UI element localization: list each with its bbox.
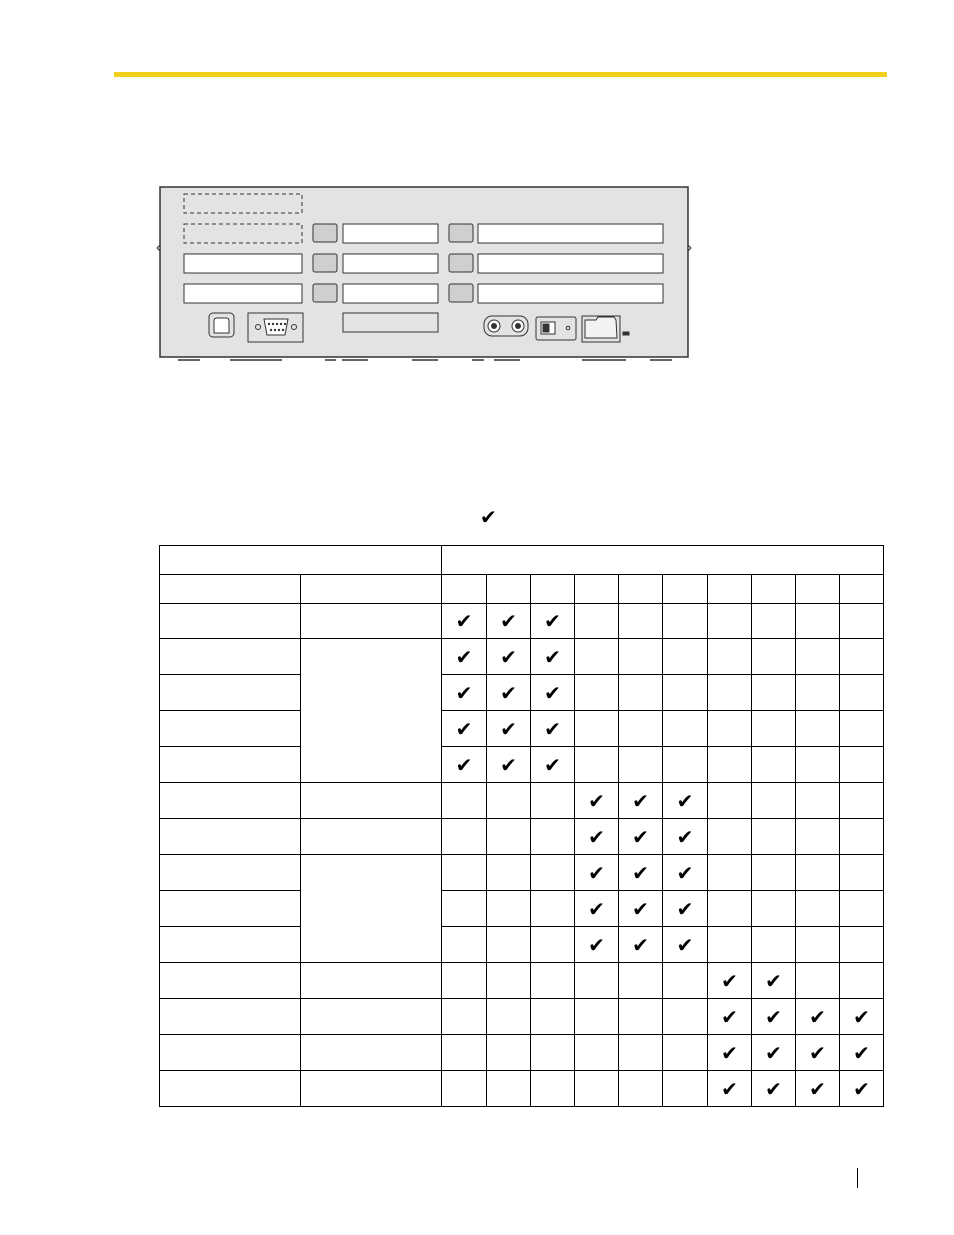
empty-cell [663, 711, 708, 747]
subheader-col [619, 575, 663, 604]
page-number-divider [857, 1168, 858, 1188]
empty-cell [575, 675, 619, 711]
empty-cell [708, 927, 752, 963]
empty-cell [752, 783, 796, 819]
check-cell: ✔ [487, 747, 531, 783]
row-label-cell [160, 1035, 301, 1071]
header-cell-left [160, 546, 442, 575]
check-cell: ✔ [708, 999, 752, 1035]
row-label-cell [160, 639, 301, 675]
table-row [160, 999, 884, 1035]
empty-cell [796, 747, 840, 783]
check-cell: ✔ [442, 711, 487, 747]
empty-cell [575, 639, 619, 675]
check-cell: ✔ [840, 1035, 884, 1071]
empty-cell [708, 604, 752, 639]
check-cell: ✔ [531, 604, 575, 639]
check-cell: ✔ [796, 1071, 840, 1107]
check-cell: ✔ [487, 639, 531, 675]
check-cell: ✔ [840, 1071, 884, 1107]
row-label-cell [160, 1071, 301, 1107]
row-label-cell [160, 604, 301, 639]
empty-cell [796, 855, 840, 891]
empty-cell [708, 783, 752, 819]
empty-cell [796, 604, 840, 639]
empty-cell [619, 747, 663, 783]
row-sublabel-cell [301, 1071, 442, 1107]
empty-cell [619, 999, 663, 1035]
empty-cell [752, 639, 796, 675]
empty-cell [752, 675, 796, 711]
empty-cell [840, 604, 884, 639]
check-cell: ✔ [619, 819, 663, 855]
slot-mid-1 [343, 224, 438, 243]
empty-cell [531, 999, 575, 1035]
table-row [160, 819, 884, 855]
empty-cell [619, 639, 663, 675]
empty-cell [531, 1071, 575, 1107]
empty-cell [708, 819, 752, 855]
table-row [160, 927, 884, 963]
empty-cell [531, 963, 575, 999]
empty-cell [487, 927, 531, 963]
empty-cell [575, 1035, 619, 1071]
empty-cell [796, 963, 840, 999]
empty-cell [619, 1071, 663, 1107]
empty-cell [442, 1071, 487, 1107]
check-cell: ✔ [531, 711, 575, 747]
check-cell: ✔ [619, 891, 663, 927]
slot-mid-2 [343, 254, 438, 273]
legend-check-mark: ✔ [480, 505, 497, 529]
check-cell: ✔ [708, 1035, 752, 1071]
table-row [160, 891, 884, 927]
table-row [160, 675, 884, 711]
cover-small-1 [313, 224, 337, 242]
slot-right-1 [478, 224, 663, 243]
slot-dashed-2 [184, 224, 302, 243]
empty-cell [575, 747, 619, 783]
check-cell: ✔ [619, 927, 663, 963]
empty-cell [663, 675, 708, 711]
check-cell: ✔ [531, 747, 575, 783]
row-sublabel-cell [301, 855, 442, 963]
empty-cell [796, 927, 840, 963]
check-cell: ✔ [442, 639, 487, 675]
empty-cell [575, 999, 619, 1035]
empty-cell [708, 747, 752, 783]
row-label-cell [160, 711, 301, 747]
empty-cell [840, 855, 884, 891]
empty-cell [752, 819, 796, 855]
empty-cell [487, 963, 531, 999]
cover-small-6 [449, 284, 473, 302]
row-sublabel-cell [301, 819, 442, 855]
empty-cell [442, 1035, 487, 1071]
cover-small-5 [449, 254, 473, 272]
power-switch-icon [536, 317, 576, 340]
check-cell: ✔ [752, 999, 796, 1035]
empty-cell [487, 891, 531, 927]
empty-cell [708, 711, 752, 747]
empty-cell [840, 639, 884, 675]
slot-right-3 [478, 284, 663, 303]
row-sublabel-cell [301, 639, 442, 783]
empty-cell [708, 639, 752, 675]
empty-cell [531, 1035, 575, 1071]
row-label-cell [160, 963, 301, 999]
empty-cell [663, 604, 708, 639]
empty-cell [575, 963, 619, 999]
row-label-cell [160, 891, 301, 927]
table-row [160, 963, 884, 999]
empty-cell [752, 604, 796, 639]
empty-cell [663, 963, 708, 999]
check-cell: ✔ [840, 999, 884, 1035]
empty-cell [840, 819, 884, 855]
empty-cell [663, 639, 708, 675]
empty-cell [531, 819, 575, 855]
row-sublabel-cell [301, 1035, 442, 1071]
empty-cell [442, 927, 487, 963]
empty-cell [619, 604, 663, 639]
empty-cell [487, 783, 531, 819]
compatibility-table [159, 545, 884, 1107]
slot-mid-4 [343, 313, 438, 332]
check-cell: ✔ [575, 891, 619, 927]
empty-cell [663, 1035, 708, 1071]
table-row [160, 855, 884, 891]
empty-cell [531, 855, 575, 891]
usb-port-icon [209, 313, 234, 337]
empty-cell [708, 855, 752, 891]
empty-cell [531, 927, 575, 963]
empty-cell [575, 711, 619, 747]
row-label-cell [160, 927, 301, 963]
check-cell: ✔ [442, 747, 487, 783]
table-row [160, 711, 884, 747]
empty-cell [442, 855, 487, 891]
empty-cell [487, 1071, 531, 1107]
row-label-cell [160, 855, 301, 891]
check-cell: ✔ [752, 1071, 796, 1107]
empty-cell [619, 1035, 663, 1071]
row-label-cell [160, 819, 301, 855]
subheader-col [487, 575, 531, 604]
check-cell: ✔ [575, 855, 619, 891]
audio-jacks-icon [484, 316, 528, 336]
empty-cell [442, 891, 487, 927]
table-row [160, 1071, 884, 1107]
empty-cell [663, 747, 708, 783]
check-cell: ✔ [663, 891, 708, 927]
slot-dashed-1 [184, 194, 302, 213]
cover-small-2 [313, 254, 337, 272]
empty-cell [531, 783, 575, 819]
check-cell: ✔ [752, 1035, 796, 1071]
empty-cell [442, 999, 487, 1035]
table-row [160, 1035, 884, 1071]
empty-cell [487, 819, 531, 855]
table-row [160, 639, 884, 675]
check-cell: ✔ [531, 675, 575, 711]
check-cell: ✔ [442, 604, 487, 639]
empty-cell [575, 1071, 619, 1107]
empty-cell [663, 999, 708, 1035]
empty-cell [619, 963, 663, 999]
check-cell: ✔ [796, 999, 840, 1035]
check-cell: ✔ [663, 783, 708, 819]
check-cell: ✔ [663, 819, 708, 855]
empty-cell [840, 675, 884, 711]
empty-cell [487, 855, 531, 891]
check-cell: ✔ [575, 819, 619, 855]
empty-cell [840, 711, 884, 747]
empty-cell [619, 711, 663, 747]
subheader-cell-2 [301, 575, 442, 604]
check-cell: ✔ [708, 1071, 752, 1107]
empty-cell [752, 747, 796, 783]
subheader-col [575, 575, 619, 604]
slot-left-2 [184, 284, 302, 303]
table-row [160, 783, 884, 819]
empty-cell [796, 891, 840, 927]
row-label-cell [160, 999, 301, 1035]
row-sublabel-cell [301, 963, 442, 999]
empty-cell [752, 927, 796, 963]
empty-cell [840, 963, 884, 999]
empty-cell [796, 675, 840, 711]
empty-cell [840, 783, 884, 819]
subheader-col [663, 575, 708, 604]
subheader-col [752, 575, 796, 604]
check-cell: ✔ [575, 783, 619, 819]
check-cell: ✔ [442, 675, 487, 711]
check-cell: ✔ [487, 604, 531, 639]
subheader-col [708, 575, 752, 604]
serial-port-icon [248, 313, 303, 342]
empty-cell [840, 891, 884, 927]
subheader-cell-1 [160, 575, 301, 604]
empty-cell [752, 855, 796, 891]
empty-cell [796, 711, 840, 747]
empty-cell [442, 819, 487, 855]
check-cell: ✔ [619, 855, 663, 891]
row-label-cell [160, 675, 301, 711]
empty-cell [796, 819, 840, 855]
check-cell: ✔ [575, 927, 619, 963]
slot-right-2 [478, 254, 663, 273]
check-cell: ✔ [487, 675, 531, 711]
row-sublabel-cell [301, 999, 442, 1035]
row-sublabel-cell [301, 783, 442, 819]
subheader-col [840, 575, 884, 604]
subheader-col [796, 575, 840, 604]
empty-cell [752, 711, 796, 747]
empty-cell [487, 1035, 531, 1071]
cover-small-4 [449, 224, 473, 242]
check-cell: ✔ [796, 1035, 840, 1071]
check-cell: ✔ [663, 927, 708, 963]
empty-cell [708, 675, 752, 711]
slot-mid-3 [343, 284, 438, 303]
empty-cell [796, 639, 840, 675]
empty-cell [487, 999, 531, 1035]
table-row [160, 604, 884, 639]
empty-cell [619, 675, 663, 711]
empty-cell [442, 783, 487, 819]
empty-cell [796, 783, 840, 819]
row-label-cell [160, 747, 301, 783]
empty-cell [840, 747, 884, 783]
subheader-col [442, 575, 487, 604]
check-cell: ✔ [487, 711, 531, 747]
empty-cell [531, 891, 575, 927]
empty-cell [575, 604, 619, 639]
check-cell: ✔ [752, 963, 796, 999]
cover-small-3 [313, 284, 337, 302]
empty-cell [840, 927, 884, 963]
table-header-row-1 [160, 546, 884, 575]
table-row [160, 747, 884, 783]
empty-cell [708, 891, 752, 927]
check-cell: ✔ [663, 855, 708, 891]
check-cell: ✔ [531, 639, 575, 675]
check-cell: ✔ [708, 963, 752, 999]
empty-cell [663, 1071, 708, 1107]
empty-cell [752, 891, 796, 927]
slot-left-1 [184, 254, 302, 273]
empty-cell [442, 963, 487, 999]
row-sublabel-cell [301, 604, 442, 639]
device-front-panel-diagram [0, 0, 954, 400]
row-label-cell [160, 783, 301, 819]
header-cell-right [442, 546, 884, 575]
table-header-row-2 [160, 575, 884, 604]
check-cell: ✔ [619, 783, 663, 819]
subheader-col [531, 575, 575, 604]
